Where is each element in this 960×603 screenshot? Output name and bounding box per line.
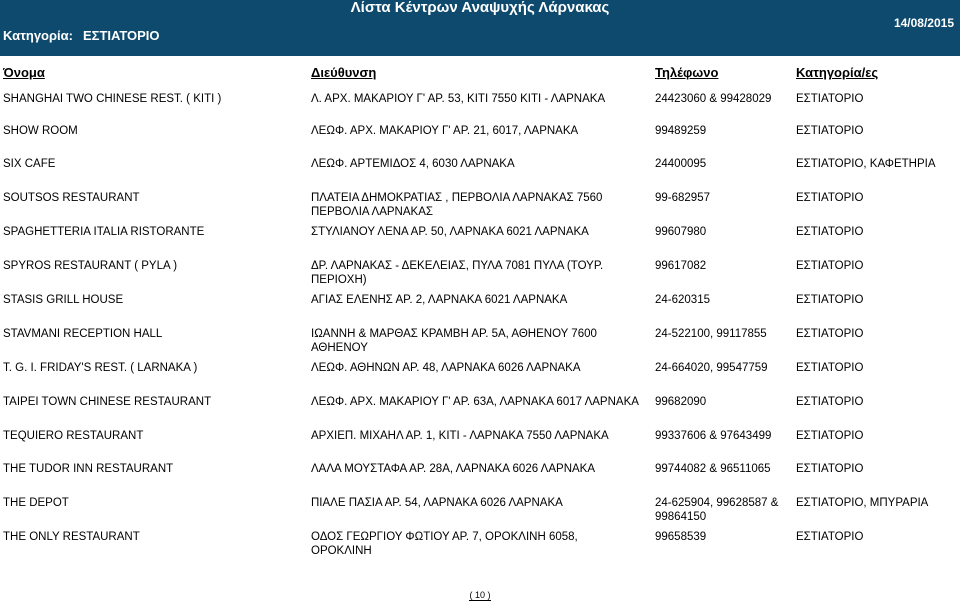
category-heading [3,28,160,43]
row-phone: 99682090 [655,396,707,408]
row-phone: 24-664020, 99547759 [655,362,768,374]
row-name: SPYROS RESTAURANT ( PYLA ) [3,260,178,272]
row-address: ΔΡ. ΛΑΡΝΑΚΑΣ - ΔΕΚΕΛΕΙΑΣ, ΠΥΛΑ 7081 ΠΥΛΑ (ΤΟΥΡ. ΠΕΡΙΟΧΗ) [311,260,604,286]
category-value: ΕΣΤΙΑΤΟΡΙΟ [82,28,160,43]
row-name: STAVMANI RECEPTION HALL [3,328,163,340]
row-address: ΟΔΟΣ ΓΕΩΡΓΙΟΥ ΦΩΤΙΟΥ ΑΡ. 7, ΟΡΟΚΛΙΝΗ 6058, ΟΡΟΚΛΙΝΗ [311,531,578,557]
column-header-address: Διεύθυνση [311,65,377,80]
row-address: ΛΕΩΦ. ΑΡΤΕΜΙΔΟΣ 4, 6030 ΛΑΡΝΑΚΑ [311,158,515,170]
row-category: ΕΣΤΙΑΤΟΡΙΟ [796,463,864,475]
column-header-name: Όνομα [3,65,45,80]
row-category: ΕΣΤΙΑΤΟΡΙΟ [796,531,864,543]
row-category: ΕΣΤΙΑΤΟΡΙΟ, ΚΑΦΕΤΗΡΙΑ [796,158,936,170]
column-header-phone: Τηλέφωνο [655,65,719,80]
row-phone: 24423060 & 99428029 [655,93,772,105]
page-number [0,590,960,600]
row-name: SIX CAFE [3,158,56,170]
row-category: ΕΣΤΙΑΤΟΡΙΟ [796,430,864,442]
page-number-label: ( 10 ) [469,590,491,600]
row-phone: 24-522100, 99117855 [655,328,767,340]
row-name: TEQUIERO RESTAURANT [3,430,144,442]
row-phone: 99337606 & 97643499 [655,430,772,442]
row-phone: 24-625904, 99628587 & 99864150 [655,497,779,523]
row-address: ΠΛΑΤΕΙΑ ΔΗΜΟΚΡΑΤΙΑΣ , ΠΕΡΒΟΛΙΑ ΛΑΡΝΑΚΑΣ 7560 ΠΕΡΒΟΛΙΑ ΛΑΡΝΑΚΑΣ [311,192,603,218]
row-name: SHOW ROOM [3,125,78,137]
row-name: SOUTSOS RESTAURANT [3,192,140,204]
row-address: ΛΕΩΦ. ΑΡΧ. ΜΑΚΑΡΙΟΥ Γ' ΑΡ. 21, 6017, ΛΑΡΝΑΚΑ [311,125,579,137]
row-address: ΙΩΑΝΝΗ & ΜΑΡΘΑΣ ΚΡΑΜΒΗ ΑΡ. 5Α, ΑΘΗΕΝΟΥ 7600 ΑΘΗΕΝΟΥ [311,328,597,354]
row-address: ΑΡΧΙΕΠ. ΜΙΧΑΗΛ ΑΡ. 1, ΚΙΤΙ - ΛΑΡΝΑΚΑ 7550 ΛΑΡΝΑΚΑ [311,430,609,442]
row-phone: 99489259 [655,125,707,137]
column-header-category: Κατηγορία/ες [796,65,879,80]
row-category: ΕΣΤΙΑΤΟΡΙΟ [796,328,864,340]
row-address: ΛΕΩΦ. ΑΡΧ. ΜΑΚΑΡΙΟΥ Γ' ΑΡ. 63Α, ΛΑΡΝΑΚΑ 6017 ΛΑΡΝΑΚΑ [311,396,639,408]
row-name: THE TUDOR INN RESTAURANT [3,463,174,475]
row-phone: 99658539 [655,531,707,543]
row-phone: 24400095 [655,158,707,170]
row-name: THE ONLY RESTAURANT [3,531,140,543]
row-category: ΕΣΤΙΑΤΟΡΙΟ [796,362,864,374]
row-address: ΛΑΛΑ ΜΟΥΣΤΑΦΑ ΑΡ. 28Α, ΛΑΡΝΑΚΑ 6026 ΛΑΡΝΑΚΑ [311,463,596,475]
row-category: ΕΣΤΙΑΤΟΡΙΟ [796,93,864,105]
row-phone: 99617082 [655,260,707,272]
row-name: TAIPEI TOWN CHINESE RESTAURANT [3,396,212,408]
row-category: ΕΣΤΙΑΤΟΡΙΟ, ΜΠΥΡΑΡΙΑ [796,497,929,509]
row-category: ΕΣΤΙΑΤΟΡΙΟ [796,396,864,408]
row-phone: 99607980 [655,226,707,238]
row-name: SHANGHAI TWO CHINESE REST. ( KITI ) [3,93,222,105]
row-phone: 99-682957 [655,192,710,204]
category-label: Κατηγορία: [3,28,73,43]
row-category: ΕΣΤΙΑΤΟΡΙΟ [796,294,864,306]
row-phone: 24-620315 [655,294,710,306]
row-name: STASIS GRILL HOUSE [3,294,124,306]
row-address: ΣΤΥΛΙΑΝΟΥ ΛΕΝΑ ΑΡ. 50, ΛΑΡΝΑΚΑ 6021 ΛΑΡΝΑΚΑ [311,226,589,238]
row-name: T. G. I. FRIDAY'S REST. ( LARNAKA ) [3,362,198,374]
row-address: ΛΕΩΦ. ΑΘΗΝΩΝ ΑΡ. 48, ΛΑΡΝΑΚΑ 6026 ΛΑΡΝΑΚΑ [311,362,581,374]
row-name: THE DEPOT [3,497,69,509]
row-address: ΠΙΑΛΕ ΠΑΣΙΑ ΑΡ. 54, ΛΑΡΝΑΚΑ 6026 ΛΑΡΝΑΚΑ [311,497,563,509]
row-name: SPAGHETTERIA ITALIA RISTORANTE [3,226,205,238]
row-address: ΑΓΙΑΣ ΕΛΕΝΗΣ ΑΡ. 2, ΛΑΡΝΑΚΑ 6021 ΛΑΡΝΑΚΑ [311,294,568,306]
report-title: Λίστα Κέντρων Αναψυχής Λάρνακας [350,0,610,16]
row-category: ΕΣΤΙΑΤΟΡΙΟ [796,226,864,238]
row-category: ΕΣΤΙΑΤΟΡΙΟ [796,260,864,272]
row-category: ΕΣΤΙΑΤΟΡΙΟ [796,192,864,204]
row-address: Λ. ΑΡΧ. ΜΑΚΑΡΙΟΥ Γ' ΑΡ. 53, ΚΙΤΙ 7550 ΚΙΤΙ - ΛΑΡΝΑΚΑ [311,93,606,105]
report-date: 14/08/2015 [893,16,954,30]
header-band [0,0,960,56]
row-category: ΕΣΤΙΑΤΟΡΙΟ [796,125,864,137]
row-phone: 99744082 & 96511065 [655,463,771,475]
